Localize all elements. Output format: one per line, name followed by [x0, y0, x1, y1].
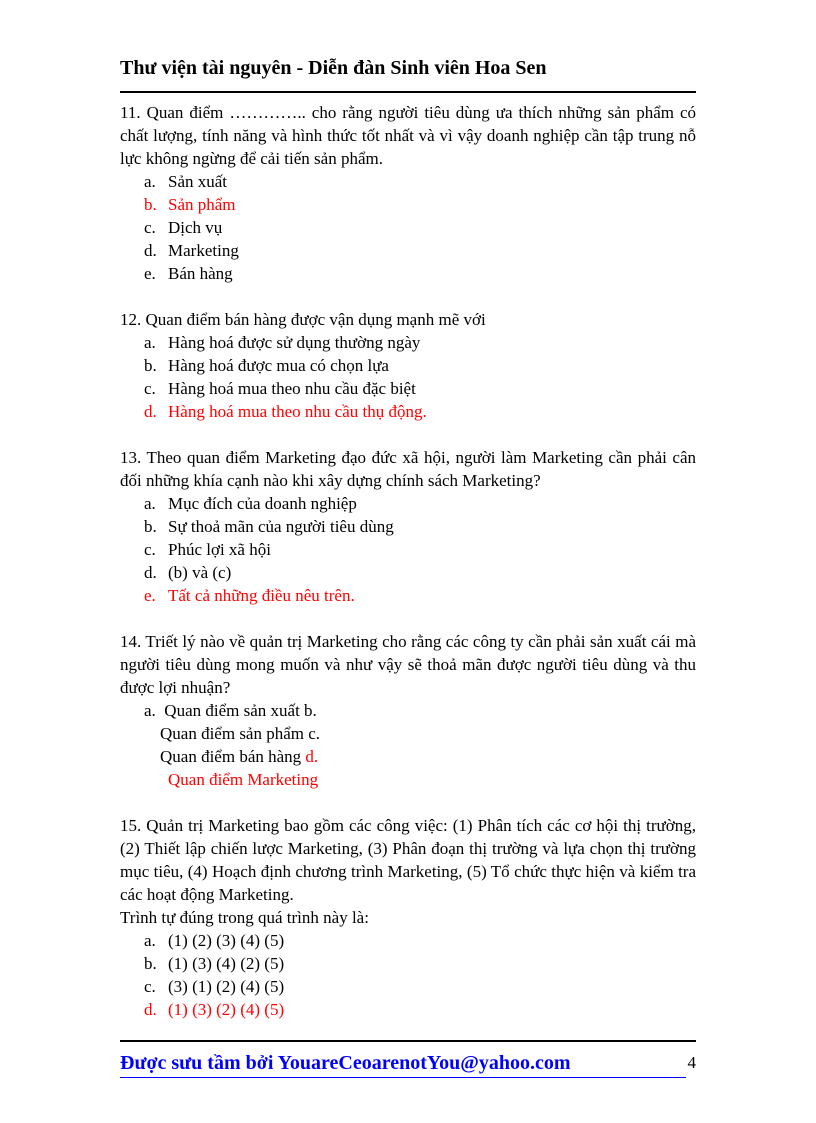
option-list [120, 492, 696, 607]
option-b: b. Hàng hoá được mua có chọn lựa [144, 356, 389, 375]
page-footer [120, 1049, 696, 1078]
option-d: d. (b) và (c) [144, 563, 232, 582]
footer-rule [120, 1040, 696, 1042]
option-c: c. Hàng hoá mua theo nhu cầu đặc biệt [144, 379, 416, 398]
page-header-title: Thư viện tài nguyên - Diễn đàn Sinh viên Hoa Sen [120, 57, 547, 79]
option-a: a. Sản xuất [144, 172, 228, 191]
question-text: 11. Quan điểm ………….. cho rằng người tiêu dùng ưa thích những sản phẩm có chất lượng, tính năng và hình thức tốt nhất và vì vậy doanh nghiệp cần tập trung nỗ lực không ngừng để cải tiến sản phẩm. [120, 103, 696, 168]
option-a: a. Hàng hoá được sử dụng thường ngày [144, 333, 421, 352]
question-subtext: Trình tự đúng trong quá trình này là: [120, 908, 369, 927]
option-list [120, 699, 696, 791]
page-number: 4 [687, 1053, 696, 1072]
option-line-1: a. Quan điểm sản xuất b. [144, 701, 317, 720]
question-text: 12. Quan điểm bán hàng được vận dụng mạnh mẽ với [120, 310, 486, 329]
question-13 [120, 446, 696, 607]
option-e-correct: e. Tất cả những điều nêu trên. [144, 586, 355, 605]
document-body [120, 101, 696, 1044]
option-d: d. Marketing [144, 241, 239, 260]
option-a: a. Mục đích của doanh nghiệp [144, 494, 357, 513]
option-c: c. Phúc lợi xã hội [144, 540, 271, 559]
question-text: 13. Theo quan điểm Marketing đạo đức xã hội, người làm Marketing cần phải cân đối những khía cạnh nào khi xây dựng chính sách Marketing? [120, 448, 696, 490]
option-a: a. (1) (2) (3) (4) (5) [144, 931, 285, 950]
option-b: b. (1) (3) (4) (2) (5) [144, 954, 285, 973]
footer-credit-link[interactable]: Được sưu tầm bởi YouareCeoarenotYou@yahoo.com [120, 1049, 686, 1078]
option-c: c. Dịch vụ [144, 218, 223, 237]
header-rule [120, 91, 696, 93]
question-14 [120, 630, 696, 791]
option-line-4-correct: Quan điểm Marketing [168, 770, 319, 789]
question-11 [120, 101, 696, 285]
question-15 [120, 814, 696, 1021]
option-d-correct: d. Hàng hoá mua theo nhu cầu thụ động. [144, 402, 427, 421]
option-line-2: Quan điểm sản phẩm c. [160, 724, 321, 743]
question-text: 15. Quản trị Marketing bao gồm các công việc: (1) Phân tích các cơ hội thị trường, (2) Thiết lập chiến lược Marketing, (3) Phân đoạn thị trường và lựa chọn thị trường mục tiêu, (4) Hoạch định chương trình Marketing, (5) Tổ chức thực hiện và kiểm tra các hoạt động Marketing. [120, 816, 696, 904]
option-list [120, 929, 696, 1021]
option-list [120, 331, 696, 423]
option-c: c. (3) (1) (2) (4) (5) [144, 977, 285, 996]
option-d-correct: d. (1) (3) (2) (4) (5) [144, 1000, 285, 1019]
option-b: b. Sự thoả mãn của người tiêu dùng [144, 517, 394, 536]
option-b-correct: b. Sản phẩm [144, 195, 236, 214]
option-line-3: Quan điểm bán hàng d. [160, 747, 319, 766]
option-e: e. Bán hàng [144, 264, 233, 283]
option-list [120, 170, 696, 285]
question-text: 14. Triết lý nào về quản trị Marketing cho rằng các công ty cần phải sản xuất cái mà người tiêu dùng mong muốn và như vậy sẽ thoả mãn được người tiêu dùng và thu được lợi nhuận? [120, 632, 696, 697]
question-12 [120, 308, 696, 423]
